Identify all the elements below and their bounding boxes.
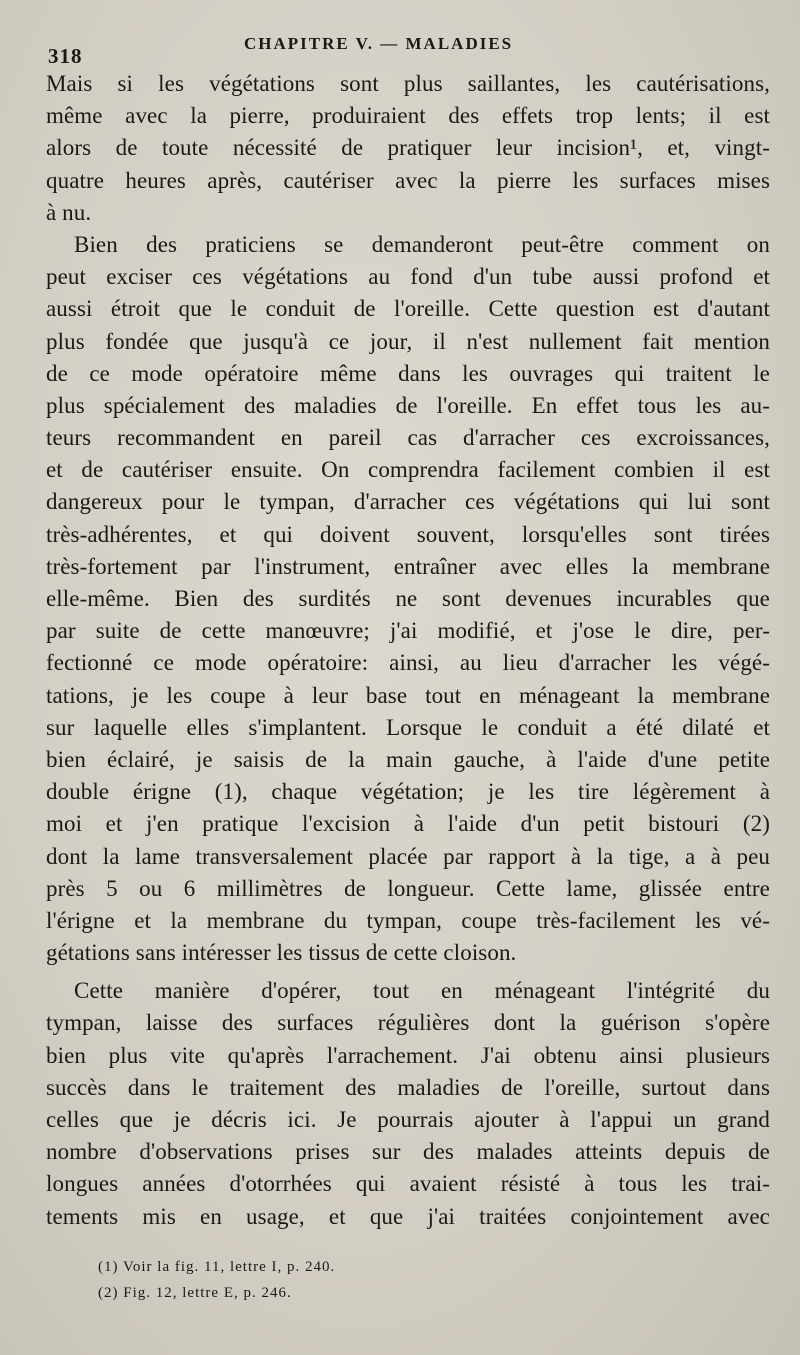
text-line: elle-même. Bien des surdités ne sont devenues incurables que [46, 586, 770, 611]
text-line: bien éclairé, je saisis de la main gauche, à l'aide d'une petite [46, 746, 770, 772]
page-number: 318 [48, 44, 83, 68]
text-line: très-adhérentes, et qui doivent souvent, lorsqu'elles sont tirées [46, 521, 770, 547]
text-line: celles que je décris ici. Je pourrais ajouter à l'appui un grand [46, 1107, 770, 1132]
text-line: peut exciser ces végétations au fond d'un tube aussi profond et [46, 264, 770, 290]
text-line: l'érigne et la membrane du tympan, coupe très-facilement les vé- [46, 907, 770, 933]
body-text [46, 68, 770, 1233]
text-line: dont la lame transversalement placée par rapport à la tige, a à peu [46, 843, 770, 869]
text-line: fectionné ce mode opératoire: ainsi, au lieu d'arracher les végé- [46, 650, 770, 676]
text-line: gétations sans intéresser les tissus de cette cloison. [46, 940, 517, 966]
text-line: plus fondée que jusqu'à ce jour, il n'est nullement fait mention [46, 328, 770, 354]
page-header [48, 34, 760, 66]
text-line: de ce mode opératoire même dans les ouvrages qui traitent le [46, 360, 770, 386]
text-line: dangereux pour le tympan, d'arracher ces végétations qui lui sont [46, 489, 770, 515]
text-line: Mais si les végétations sont plus saillantes, les cautérisations, [46, 71, 770, 96]
text-line: par suite de cette manœuvre; j'ai modifié, et j'ose le dire, per- [46, 618, 770, 644]
text-line: tements mis en usage, et que j'ai traitées conjointement avec [46, 1203, 770, 1229]
text-line: nombre d'observations prises sur des malades atteints depuis de [46, 1139, 770, 1165]
text-line: alors de toute nécessité de pratiquer leur incision¹, et, vingt- [46, 135, 770, 161]
footnote: (1) Voir la fig. 11, lettre I, p. 240. [98, 1259, 336, 1275]
text-line: Cette manière d'opérer, tout en ménageant l'intégrité du [74, 978, 770, 1004]
text-line: double érigne (1), chaque végétation; je les tire légèrement à [46, 779, 770, 805]
text-line: et de cautériser ensuite. On comprendra facilement combien il est [46, 457, 770, 483]
footnote: (2) Fig. 12, lettre E, p. 246. [98, 1285, 292, 1301]
text-line: à nu. [46, 199, 92, 225]
text-line: tympan, laisse des surfaces régulières dont la guérison s'opère [46, 1010, 770, 1036]
text-line: longues années d'otorrhées qui avaient résisté à tous les trai- [46, 1171, 770, 1197]
text-line: près 5 ou 6 millimètres de longueur. Cette lame, glissée entre [46, 875, 770, 901]
text-line: bien plus vite qu'après l'arrachement. J'ai obtenu ainsi plusieurs [46, 1042, 770, 1068]
text-line: teurs recommandent en pareil cas d'arracher ces excroissances, [46, 425, 770, 451]
text-line: Bien des praticiens se demanderont peut-être comment on [74, 231, 770, 257]
text-line: même avec la pierre, produiraient des effets trop lents; il est [46, 103, 770, 129]
footnotes [98, 1254, 498, 1306]
text-line: tations, je les coupe à leur base tout en ménageant la membrane [46, 682, 770, 708]
text-line: aussi étroit que le conduit de l'oreille. Cette question est d'autant [46, 296, 770, 322]
running-head: CHAPITRE V. — MALADIES [244, 34, 514, 53]
text-line: sur laquelle elles s'implantent. Lorsque le conduit a été dilaté et [46, 714, 770, 740]
text-line: moi et j'en pratique l'excision à l'aide d'un petit bistouri (2) [46, 811, 770, 837]
text-line: succès dans le traitement des maladies de l'oreille, surtout dans [46, 1074, 770, 1100]
text-line: plus spécialement des maladies de l'oreille. En effet tous les au- [46, 392, 770, 418]
text-line: quatre heures après, cautériser avec la pierre les surfaces mises [46, 167, 770, 193]
text-line: très-fortement par l'instrument, entraîner avec elles la membrane [46, 553, 770, 579]
